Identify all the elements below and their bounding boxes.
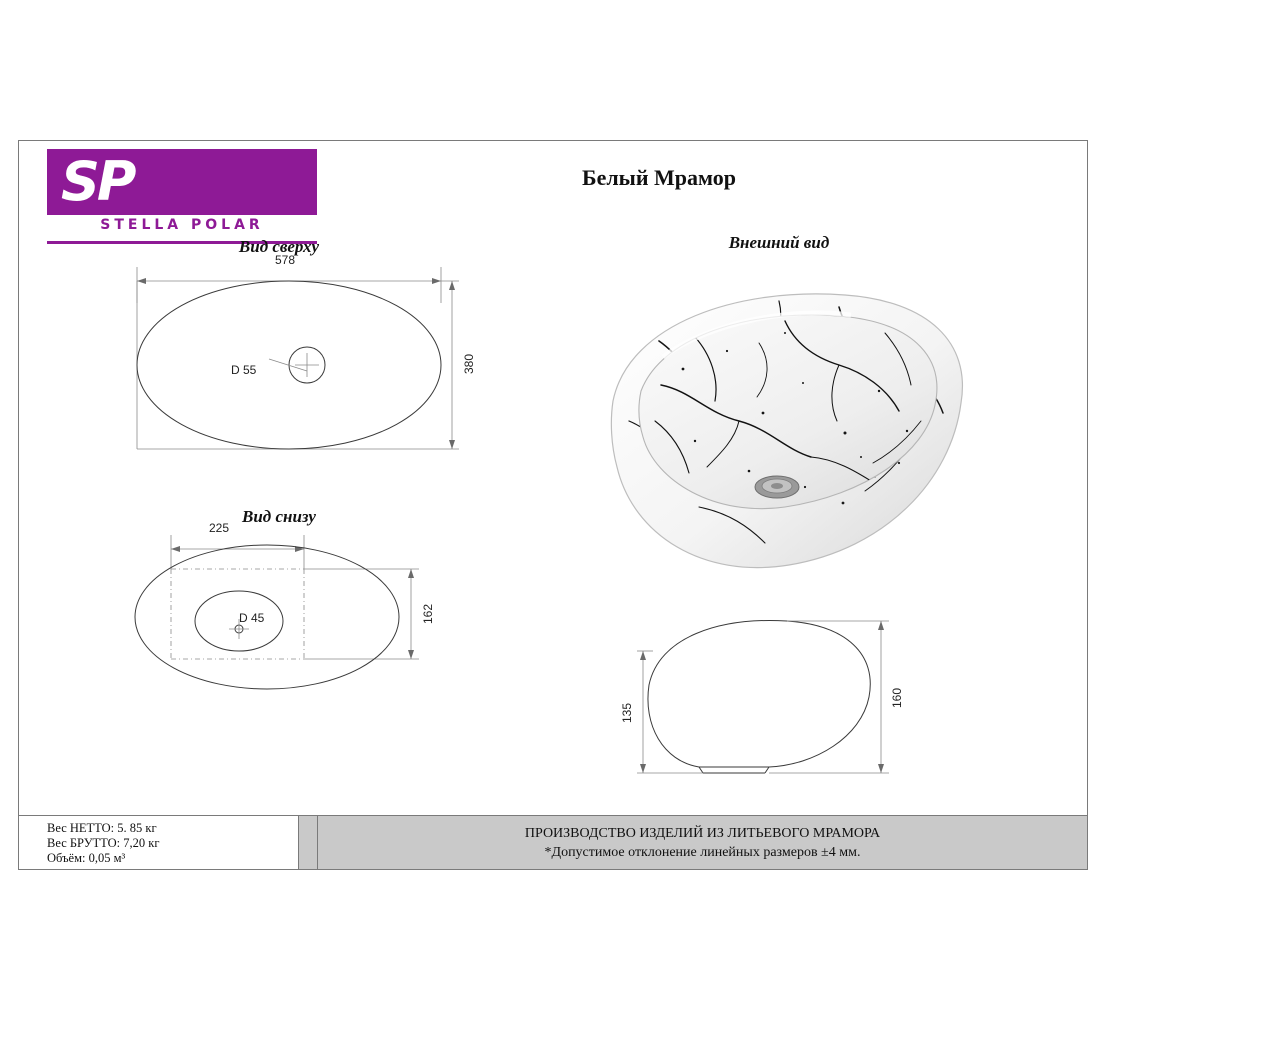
spec-net-weight-value: 5. 85 кг — [117, 821, 157, 835]
footer-divider — [299, 816, 318, 869]
view-title-exterior: Внешний вид — [728, 233, 830, 252]
exterior-photo — [599, 281, 979, 581]
side-view-right-height-label: 160 — [890, 687, 905, 709]
page-title: Белый Мрамор — [582, 165, 736, 190]
sheet-footer — [19, 815, 1087, 869]
footer-note — [318, 816, 1087, 869]
top-view-drawing — [119, 253, 499, 469]
logo-brand-name: STELLA POLAR — [100, 217, 264, 233]
spec-net-weight — [47, 821, 298, 836]
bottom-view-drawing — [119, 521, 499, 739]
footer-note-line2: *Допустимое отклонение линейных размеров ±4 мм. — [544, 844, 861, 860]
view-title-bottom: Вид снизу — [242, 507, 316, 526]
specs-block — [19, 816, 299, 869]
side-view-left-height-label: 135 — [620, 702, 635, 724]
brand-logo — [31, 149, 317, 244]
bottom-view-width-label: 225 — [209, 521, 230, 535]
spec-net-weight-label: Вес НЕТТО: — [47, 821, 115, 835]
spec-gross-weight-label: Вес БРУТТО: — [47, 836, 121, 850]
logo-monogram: SP — [61, 150, 134, 213]
view-title-top: Вид сверху — [238, 237, 320, 256]
spec-gross-weight — [47, 836, 298, 851]
top-view-hole-label: D 55 — [231, 363, 257, 377]
top-view-width-label: 578 — [275, 253, 296, 267]
spec-volume-value: 0,05 м³ — [88, 851, 126, 865]
spec-volume — [47, 851, 298, 866]
side-view-drawing — [619, 611, 919, 791]
top-view-height-label: 380 — [462, 353, 477, 375]
drawing-sheet — [18, 140, 1088, 870]
footer-note-line1: ПРОИЗВОДСТВО ИЗДЕЛИЙ ИЗ ЛИТЬЕВОГО МРАМОРА — [524, 825, 881, 841]
bottom-view-hole-label: D 45 — [239, 611, 265, 625]
spec-gross-weight-value: 7,20 кг — [123, 836, 160, 850]
bottom-view-height-label: 162 — [421, 603, 436, 625]
spec-volume-label: Объём: — [47, 851, 86, 865]
